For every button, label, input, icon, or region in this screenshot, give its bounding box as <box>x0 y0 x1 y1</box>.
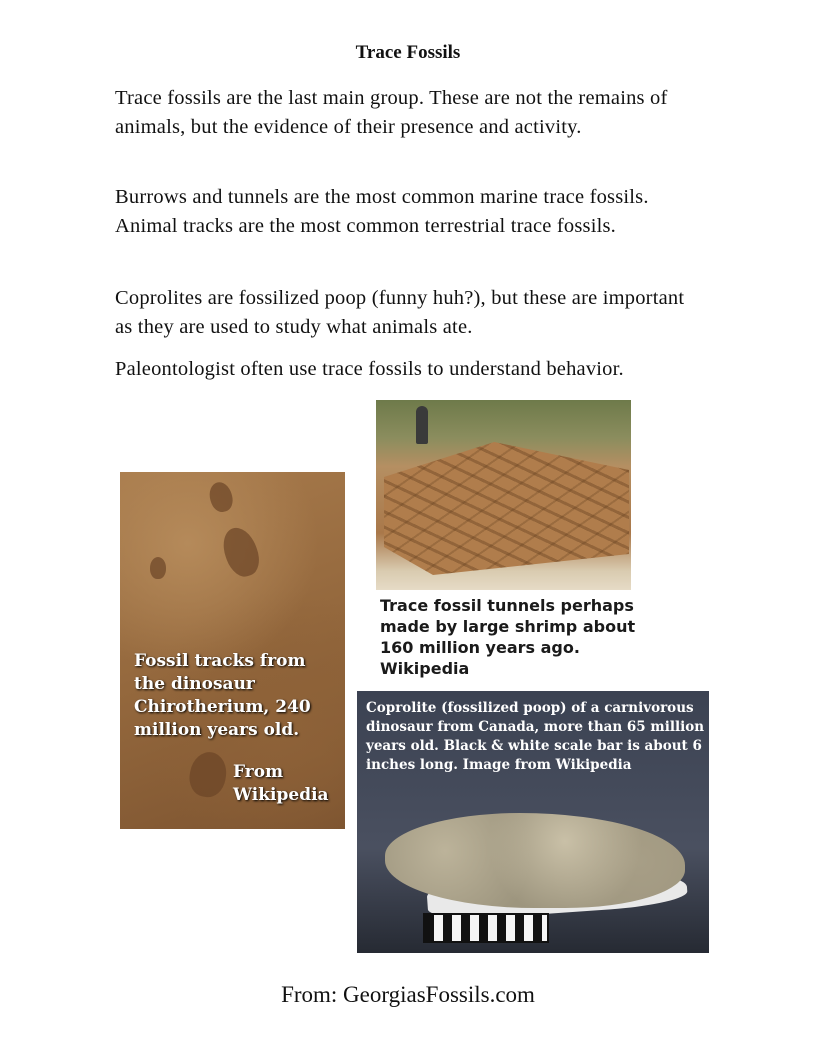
paragraph-intro: Trace fossils are the last main group. These are not the remains of animals, but the evidence of their presence and activity. <box>115 87 668 138</box>
scale-bar <box>423 913 549 943</box>
coprolite-specimen <box>385 813 685 908</box>
paragraph-behavior: Paleontologist often use trace fossils to understand behavior. <box>115 358 624 380</box>
person-figure <box>416 406 428 444</box>
footprint <box>186 749 229 800</box>
source-footer: From: GeorgiasFossils.com <box>281 982 535 1007</box>
coprolite-caption: Coprolite (fossilized poop) of a carnivorous dinosaur from Canada, more than 65 million years old. Black & white scale bar is about 6 inches long. Image from Wikipedia <box>366 700 705 773</box>
footprint <box>217 523 264 581</box>
paragraph-burrows: Burrows and tunnels are the most common marine trace fossils. Animal tracks are the most common terrestrial trace fossils. <box>115 186 649 237</box>
paragraph-coprolites: Coprolites are fossilized poop (funny huh?), but these are important as they are used to study what animals ate. <box>115 287 685 338</box>
tracks-photo <box>120 472 345 829</box>
tracks-source: From Wikipedia <box>233 762 329 805</box>
tunnels-photo <box>376 400 631 590</box>
page-title: Trace Fossils <box>355 42 461 63</box>
footprint <box>206 480 235 515</box>
footprint <box>150 557 166 579</box>
tunnels-caption: Trace fossil tunnels perhaps made by large shrimp about 160 million years ago. Wikipedia <box>380 596 636 678</box>
coprolite-photo <box>357 691 709 953</box>
tunnel-rock <box>384 435 629 575</box>
tracks-caption: Fossil tracks from the dinosaur Chirotherium, 240 million years old. <box>134 651 311 740</box>
